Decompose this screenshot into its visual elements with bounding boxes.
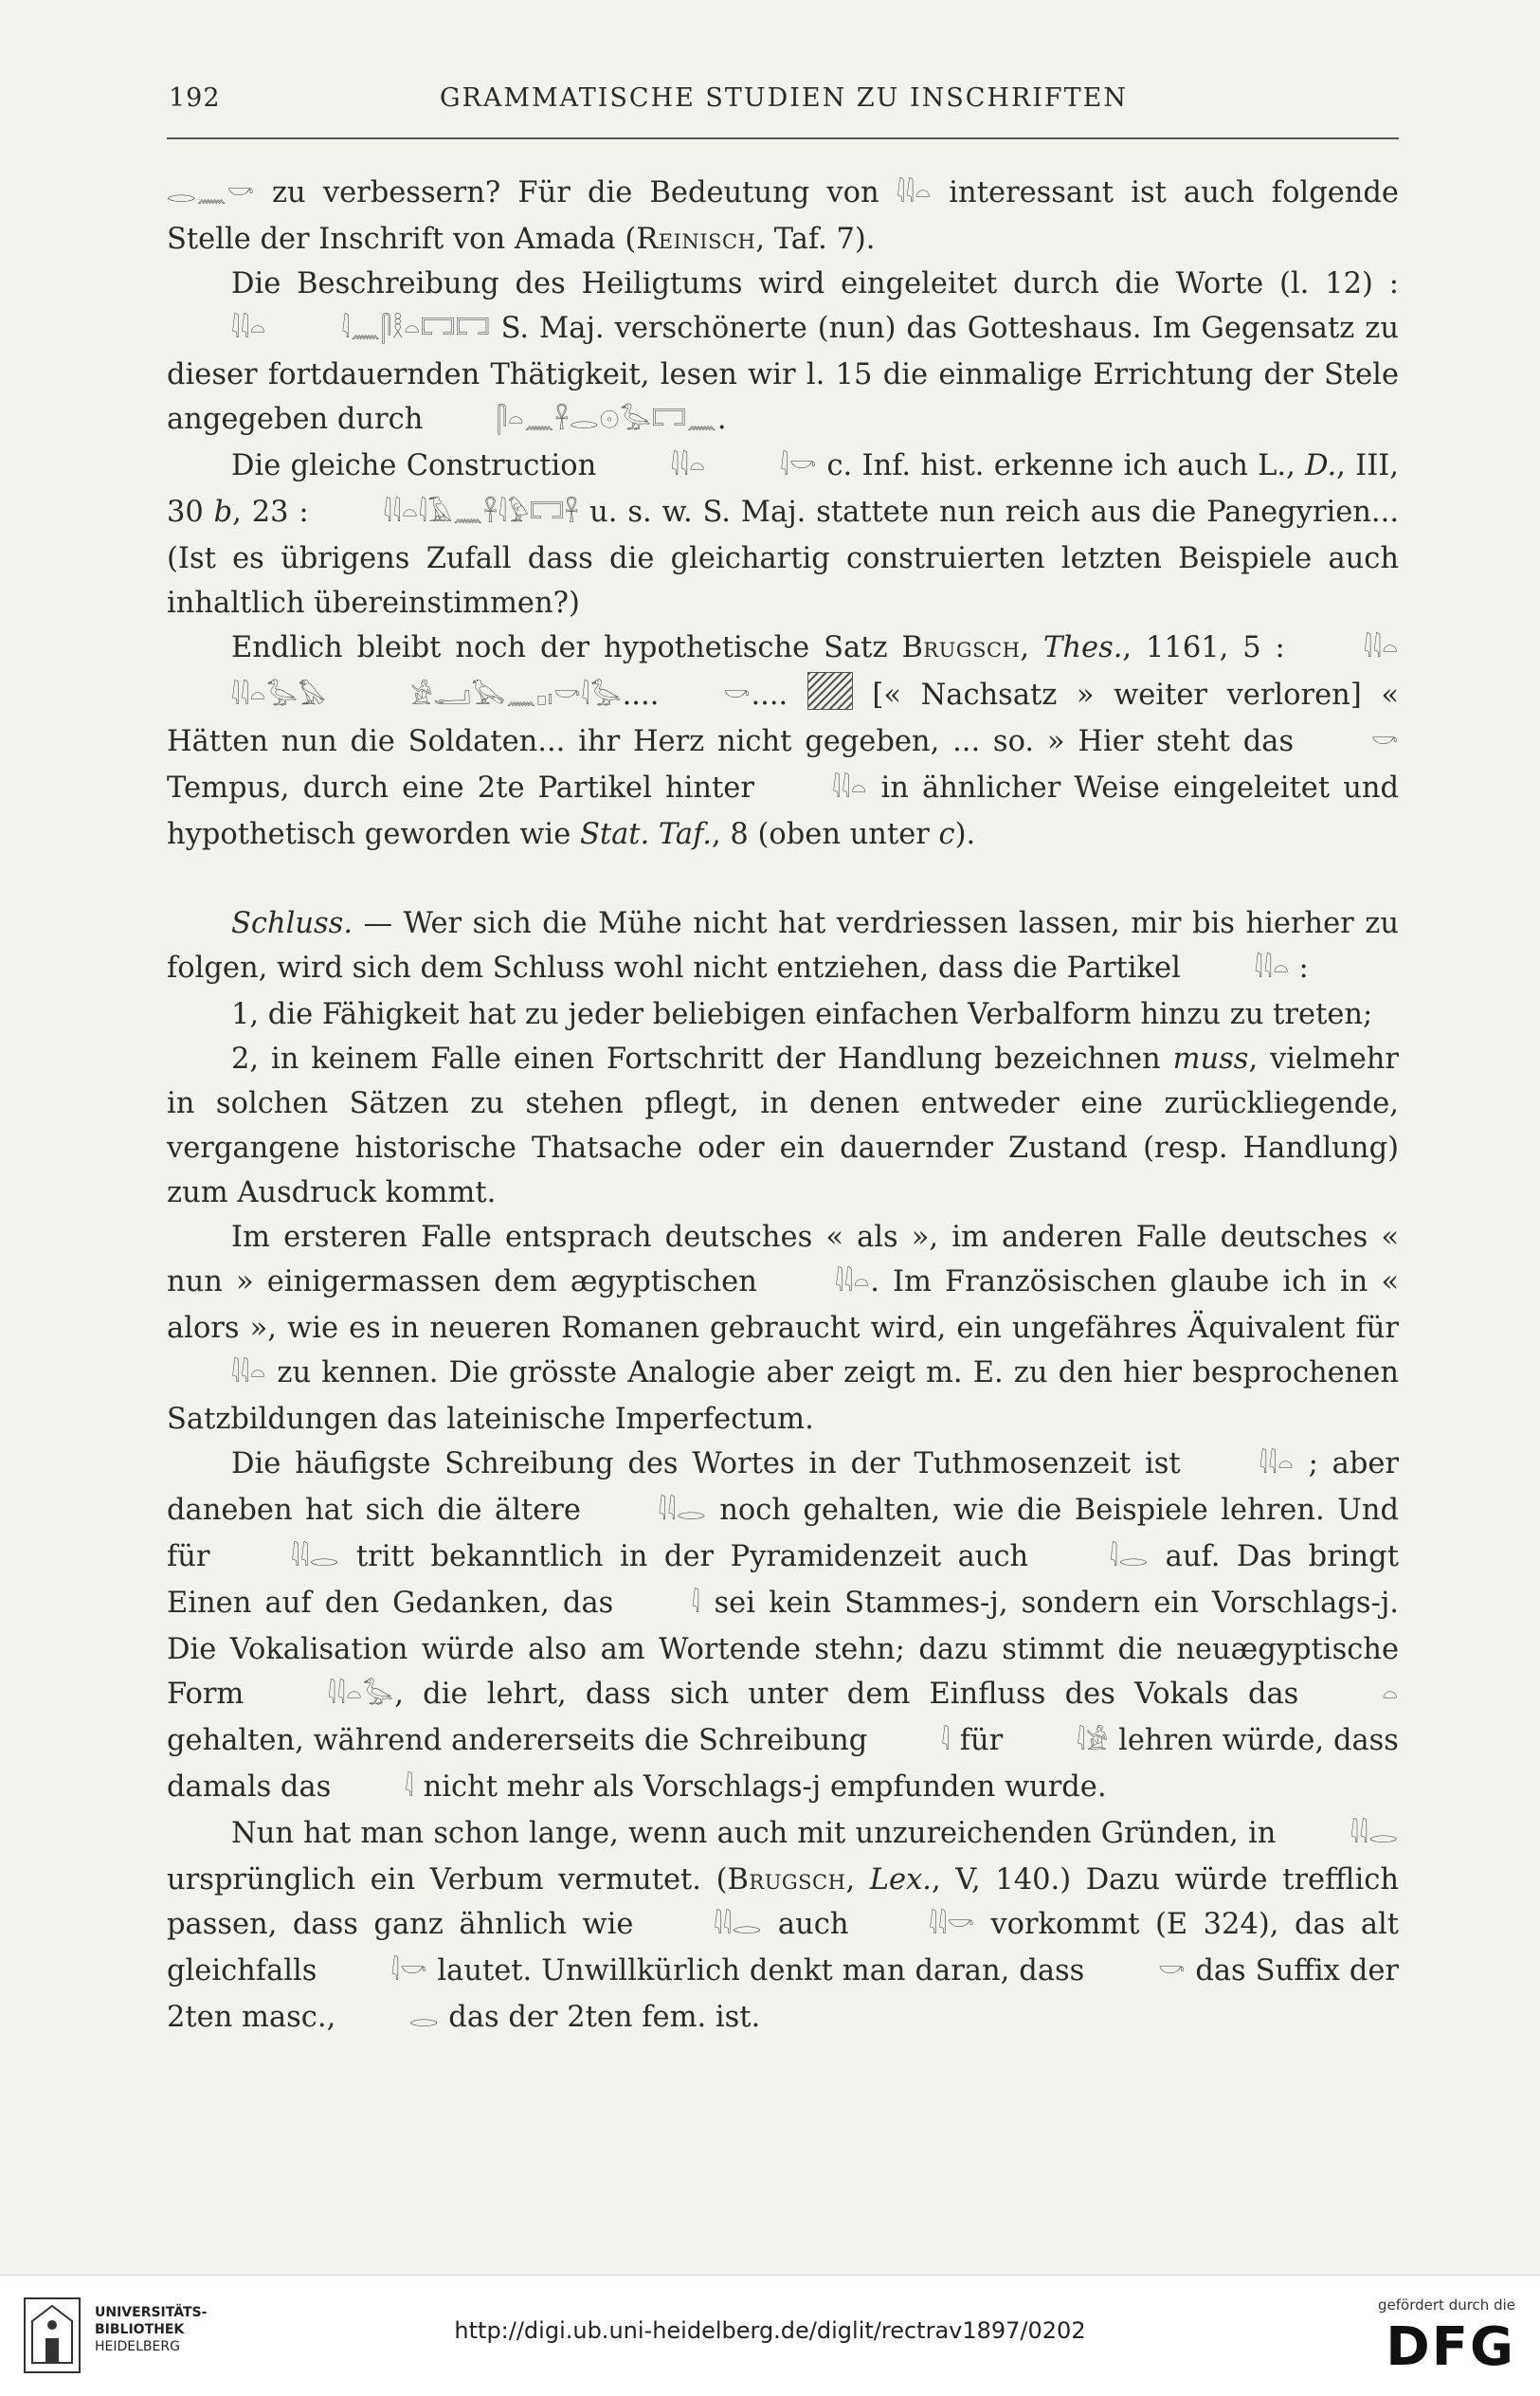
library-name: UNIVERSITÄTS- BIBLIOTHEK HEIDELBERG — [95, 2305, 208, 2354]
hieroglyph-group: 𓇋𓇋𓏏𓅭𓅃 — [231, 682, 327, 711]
running-title: GRAMMATISCHE STUDIEN ZU INSCHRIFTEN — [439, 83, 1129, 113]
paragraph: 2, in keinem Falle einen Fortschritt der Handlung bezeichnen muss, vielmehr in solchen Sätzen zu stehen pflegt, in denen entweder eine zurückliegende, vergangene historische Thatsache oder ein dauernder Zustand (resp. Handlung) zum Ausdruck kommt. — [167, 1043, 1400, 1209]
paragraph: 𓂋𓈖𓎡 zu verbessern? Für die Bedeutung von 𓇋𓇋𓏏 interessant ist auch folgende Stelle der Inschrift von Amada (Reinisch, Taf. 7). — [167, 171, 1399, 262]
body-text — [167, 171, 1399, 2042]
hieroglyph-group: 𓋴𓏏𓈖𓋹𓂋𓇳𓅭𓉐𓈖 — [497, 407, 717, 435]
hieroglyph-group: 𓇋𓇋𓂋 — [291, 1544, 340, 1572]
dfg-logo: DFG — [1386, 2316, 1515, 2378]
lacuna-hatching — [807, 672, 853, 710]
hieroglyph-group: 𓂋 — [408, 2005, 440, 2033]
hieroglyph-group: 𓇋𓇋𓏏 — [231, 316, 267, 344]
hieroglyph-group: 𓇋𓇋𓏏 — [832, 775, 868, 804]
paragraph: Nun hat man schon lange, wenn auch mit unzureichenden Gründen, in 𓇋𓇋𓂋 ursprünglich ein Verbum vermutet. (Brugsch, Lex., V, 140.) Dazu würde trefflich passen, dass ganz ähnlich wie 𓇋𓇋𓂋 auch 𓇋𓇋𓎡 vorkommt (E 324), das alt gleichfalls 𓇋𓎡 lautet. Unwillkürlich denkt man daran, dass 𓎡 das Suffix der 2ten masc., 𓂋 das der 2ten fem. ist. — [167, 1811, 1399, 2042]
permalink[interactable]: http://digi.ub.uni-heidelberg.de/diglit/rectrav1897/0202 — [454, 2317, 1086, 2344]
hieroglyph-group: 𓇋 — [941, 1728, 951, 1756]
hieroglyph-group: 𓇋𓎡 — [390, 1958, 428, 1987]
hieroglyph-group: 𓇋𓎡 — [780, 453, 818, 481]
hieroglyph-group: 𓇋𓇋𓏏𓇋𓄿𓈖𓋹𓇋𓅱𓉐𓋹 — [383, 499, 580, 528]
hieroglyph-group: 𓇋𓇋𓂋 — [714, 1912, 763, 1940]
hieroglyph-group: 𓇋𓇋𓏏 — [1254, 955, 1290, 984]
hieroglyph-group: 𓂋𓈖𓎡 — [167, 180, 255, 209]
hieroglyph-group: 𓇋 — [691, 1590, 701, 1619]
hieroglyph-group: 𓇋𓇋𓏏 — [834, 1269, 871, 1298]
hieroglyph-group: 𓇋 — [404, 1774, 414, 1803]
header-rule — [167, 137, 1399, 139]
hieroglyph-group: 𓇋𓂋 — [1109, 1544, 1150, 1572]
hieroglyph-group: 𓇋𓇋𓏏 — [896, 180, 933, 209]
hieroglyph-group: 𓇋𓇋𓏏 — [1259, 1451, 1295, 1479]
running-header — [169, 83, 1399, 121]
paragraph: 1, die Fähigkeit hat zu jeder beliebigen einfachen Verbalform hinzu zu treten; — [231, 998, 1373, 1031]
hieroglyph-group: 𓇋𓀀 — [1077, 1728, 1110, 1756]
funding-note: gefördert durch die — [1378, 2296, 1515, 2314]
paragraph: Die Beschreibung des Heiligtums wird eingeleitet durch die Worte (l. 12) : 𓇋𓇋𓏏 𓇋𓈖𓋴𓎛𓏏𓉐𓉐 S. Maj. verschönerte (nun) das Gotteshaus. Im Gegensatz zu dieser fortdauernden Thätigkeit, lesen wir l. 15 die einmalige Errichtung der Stele angegeben durch 𓋴𓏏𓈖𓋹𓂋𓇳𓅭𓉐𓈖. — [167, 262, 1399, 444]
hieroglyph-group: 𓎡 — [1158, 1958, 1187, 1987]
hieroglyph-group: 𓀀𓂝𓅂𓈖𓊪𓏤𓎡𓇋𓅭 — [410, 682, 623, 711]
paragraph: Schluss. — Wer sich die Mühe nicht hat verdriessen lassen, mir bis hierher zu folgen, wird sich dem Schluss wohl nicht entziehen, dass die Partikel 𓇋𓇋𓏏 : — [167, 901, 1399, 992]
hieroglyph-group: 𓇋𓇋𓎡 — [928, 1912, 975, 1940]
hieroglyph-group: 𓇋𓇋𓏏𓅭 — [327, 1681, 395, 1710]
hieroglyph-group: 𓇋𓇋𓂋 — [658, 1498, 707, 1526]
hieroglyph-group: 𓏏 — [1382, 1681, 1399, 1710]
paragraph: Im ersteren Falle entsprach deutsches « als », im anderen Falle deutsches « nun » einigermassen dem ægyptischen 𓇋𓇋𓏏. Im Französischen glaube ich in « alors », wie es in neueren Romanen gebraucht wird, ein ungefähres Äquivalent für 𓇋𓇋𓏏 zu kennen. Die grösste Analogie aber zeigt m. E. zu den hier besprochenen Satzbildungen das lateinische Imperfectum. — [167, 1221, 1400, 1436]
hieroglyph-group: 𓇋𓇋𓏏 — [670, 453, 706, 481]
hieroglyph-group: 𓇋𓇋𓂋 — [1350, 1821, 1400, 1849]
page-number: 192 — [169, 83, 221, 113]
hieroglyph-group: 𓇋𓇋𓏏 — [1363, 635, 1400, 663]
hieroglyph-group: 𓇋𓈖𓋴𓎛𓏏𓉐𓉐 — [341, 316, 491, 344]
paragraph: Die gleiche Construction 𓇋𓇋𓏏 𓇋𓎡 c. Inf. hist. erkenne ich auch L., D., III, 30 b, 23 : 𓇋𓇋𓏏𓇋𓄿𓈖𓋹𓇋𓅱𓉐𓋹 u. s. w. S. Maj. stattete nun reich aus die Panegyrien... (Ist es übrigens Zufall dass die gleichartig construierten letzten Beispiele auch inhaltlich übereinstimmen?) — [167, 444, 1399, 626]
hieroglyph-group: 𓎡 — [723, 682, 752, 711]
hieroglyph-group: 𓇋𓇋𓏏 — [231, 1360, 267, 1389]
hieroglyph-group: 𓎡 — [1370, 729, 1399, 757]
paragraph: Endlich bleibt noch der hypothetische Satz Brugsch, Thes., 1161, 5 : 𓇋𓇋𓏏 𓇋𓇋𓏏𓅭𓅃 𓀀𓂝𓅂𓈖𓊪𓏤𓎡𓇋𓅭.... 𓎡.... [« Nachsatz » weiter verloren] « Hätten nun die Soldaten... ihr Herz nicht gegeben, ... so. » Hier steht das 𓎡 Tempus, durch eine 2te Partikel hinter 𓇋𓇋𓏏 in ähnlicher Weise eingeleitet und hypothetisch geworden wie Stat. Taf., 8 (oben unter c). — [167, 626, 1399, 857]
paragraph: Die häufigste Schreibung des Wortes in der Tuthmosenzeit ist 𓇋𓇋𓏏 ; aber daneben hat sich die ältere 𓇋𓇋𓂋 noch gehalten, wie die Beispiele lehren. Und für 𓇋𓇋𓂋 tritt bekanntlich in der Pyramidenzeit auch 𓇋𓂋 auf. Das bringt Einen auf den Gedanken, das 𓇋 sei kein Stammes-j, sondern ein Vorschlags-j. Die Vokalisation würde also am Wortende stehn; dazu stimmt die neuægyptische Form 𓇋𓇋𓏏𓅭, die lehrt, dass sich unter dem Einfluss des Vokals das 𓏏 gehalten, während andererseits die Schreibung 𓇋 für 𓇋𓀀 lehren würde, dass damals das 𓇋 nicht mehr als Vorschlags-j empfunden wurde. — [167, 1442, 1399, 1811]
viewer-footer — [0, 2275, 1540, 2396]
